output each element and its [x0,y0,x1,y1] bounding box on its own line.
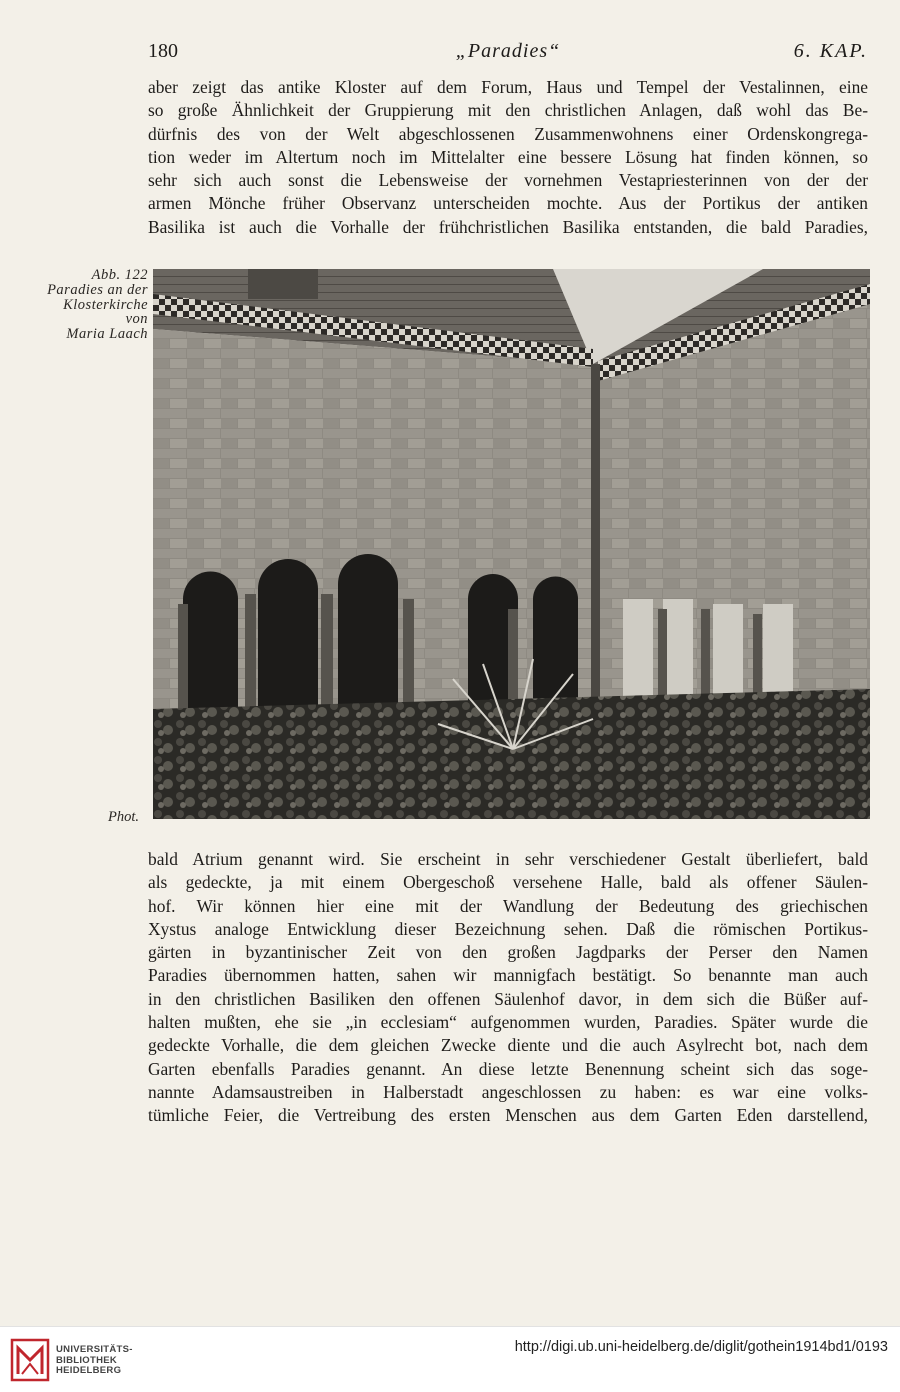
library-logo-icon [10,1334,50,1384]
text-line: so große Ähnlichkeit der Gruppierung mit den christlichen Anlagen, daß wohl das Be- [148,100,868,121]
text-line: Basilika ist auch die Vorhalle der frühchristlichen Basilika entstanden, die bald Paradies, [148,216,868,237]
page-number: 180 [148,40,178,62]
text-line: aber zeigt das antike Kloster auf dem Forum, Haus und Tempel der Vestalinnen, eine [148,77,868,97]
running-title: „Paradies“ [455,40,561,62]
text-line: Paradies übernommen hatten, sahen wir mannigfach bestätigt. So benannte man auch [148,965,868,986]
photo-credit: Phot. [108,809,140,825]
source-url-link[interactable]: http://digi.ub.uni-heidelberg.de/diglit/gothein1914bd1/0193 [514,1339,888,1355]
text-line: gedeckte Vorhalle, die dem gleichen Zwecke diente und die auch Asylrecht bot, nach dem [148,1035,868,1056]
text-line: dürfnis des von der Welt abgeschlossenen Zusammenwohnens einer Ordenskongrega- [148,123,868,144]
library-name-line: BIBLIOTHEK [56,1354,118,1366]
text-line: halten mußten, ehe sie „in ecclesiam“ aufgenommen wurden, Paradies. Später wurde die [148,1012,868,1033]
text-line: gärten in byzantinischer Zeit von den großen Jagdparks der Perser den Namen [148,942,868,963]
text-line: tümliche Feier, die Vertreibung des ersten Menschen aus dem Garten Eden darstellend, [148,1105,868,1126]
text-line: armen Mönche früher Observanz unterscheiden mochte. Aus der Portikus der antiken [148,193,868,214]
text-line: sehr sich auch sonst die Lebensweise der vornehmen Vestapriesterinnen von der der [148,170,868,191]
figure-caption [28,268,148,342]
library-footer [0,1326,900,1392]
text-line: nannte Adamsaustreiben in Halberstadt angeschlossen zu haben: es war eine volks- [148,1081,868,1102]
text-line: bald Atrium genannt wird. Sie erscheint in sehr verschiedener Gestalt überliefert, bald [148,849,868,869]
page-header [148,40,868,66]
paragraph-top [148,76,868,239]
library-name-line: HEIDELBERG [56,1365,122,1376]
caption-line: Maria Laach [66,326,148,343]
chapter-label: 6. KAP. [793,40,868,62]
text-line: als gedeckte, ja mit einem Obergeschoß versehene Halle, bald als offener Säulen- [148,872,868,893]
text-line: hof. Wir können hier eine mit der Wandlung der Bedeutung des griechischen [148,895,868,916]
text-line: Garten ebenfalls Paradies genannt. An diese letzte Benennung scheint sich das soge- [148,1058,868,1079]
caption-line: von [125,311,148,328]
text-line: in den christlichen Basiliken den offenen Säulenhof davor, in dem sich die Büßer auf- [148,988,868,1009]
library-name [56,1345,133,1377]
paragraph-bottom [148,848,868,1128]
caption-line: Paradies an der [47,281,148,298]
text-line: tion weder im Altertum noch im Mittelalter eine bessere Lösung hat finden können, so [148,146,868,167]
cloister-photograph [153,269,870,819]
caption-line: Abb. 122 [91,267,148,283]
text-line: Xystus analoge Entwicklung dieser Bezeichnung sehen. Daß die römischen Portikus- [148,918,868,939]
library-name-line: UNIVERSITÄTS- [56,1344,133,1355]
caption-line: Klosterkirche [63,296,148,313]
